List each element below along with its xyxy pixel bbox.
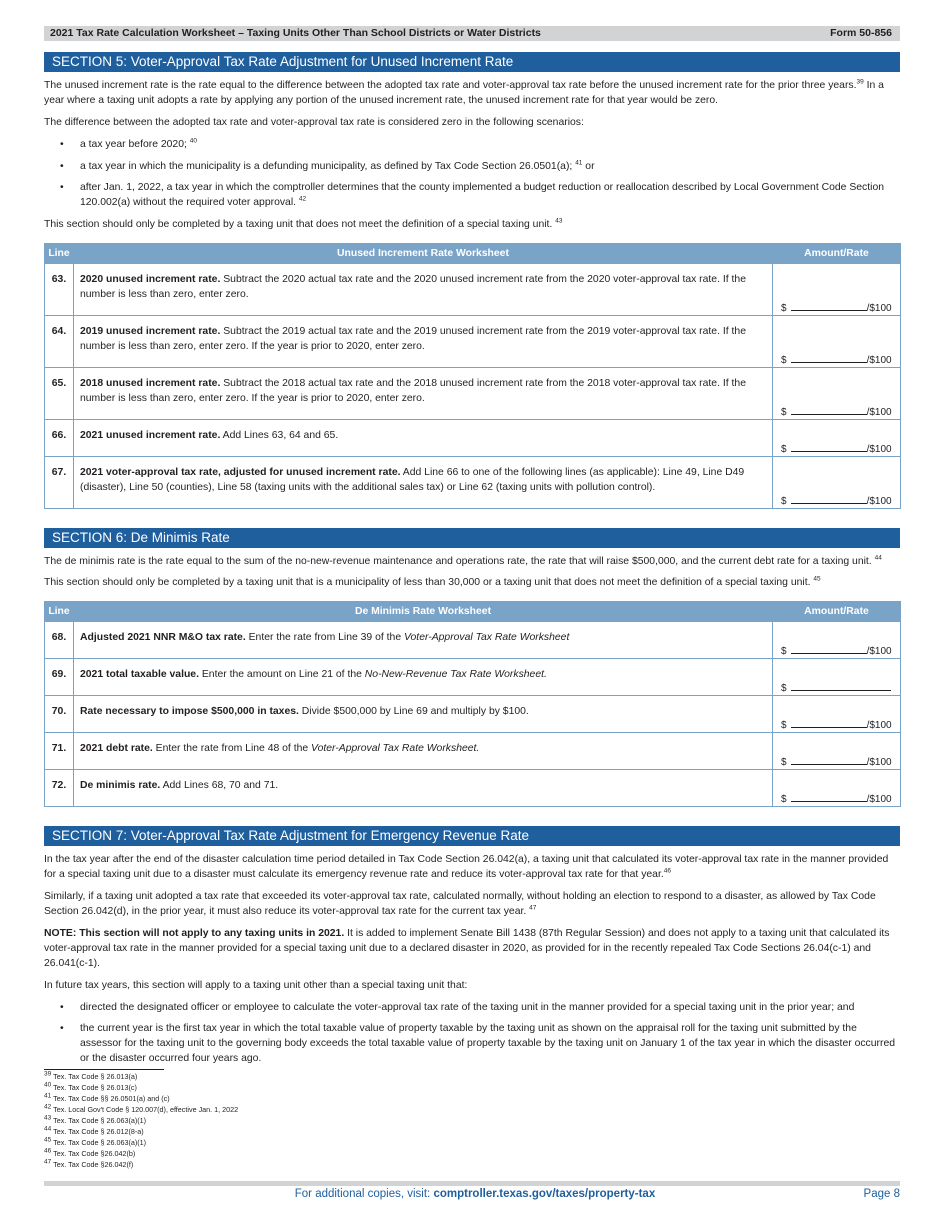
unused-increment-worksheet (44, 243, 901, 509)
line-number: 70. (45, 696, 74, 733)
amount-field[interactable]: $ /$100 (773, 696, 901, 733)
table-row (45, 316, 901, 368)
condition-bullet: the current year is the first tax year in which the total taxable value of property taxable by the taxing unit as shown on the appraisal roll for the taxing unit submitted by the assessor for the taxing unit to the governing body exceeds the total taxable value of property taxable by the taxing unit on January 1 of the tax year in which the disaster occurred or the disaster occurred four years ago. (80, 1023, 895, 1064)
footnote: $^{45}$ Tex. Tax Code § 26.063(a)(1) (44, 1136, 147, 1147)
line-description: 2021 voter-approval tax rate, adjusted for unused increment rate. Add Line 66 to one of the following lines (as applicable): Line 49, Line D49 (disaster), Line 50 (counties), Line 58 (taxing units with the additional sales tax) or Line 62 (taxing units with pollution control). (74, 457, 773, 509)
section-5-scenarios-intro: The difference between the adopted tax rate and voter-approval tax rate is considered zero in the following scenarios: (44, 117, 584, 128)
footnote-rule (44, 1069, 164, 1070)
bullet-icon: • (60, 182, 64, 193)
table-row (45, 264, 901, 316)
column-header-line: Line (45, 602, 74, 622)
footer-link[interactable]: comptroller.texas.gov/taxes/property-tax (433, 1188, 656, 1200)
line-description: 2020 unused increment rate. Subtract the 2020 actual tax rate and the 2020 unused increment rate from the 2020 voter-approval tax rate. If the number is less than zero, enter zero. (74, 264, 773, 316)
scenario-bullet: after Jan. 1, 2022, a tax year in which the comptroller determines that the county implemented a budget reduction or reallocation described by Local Government Code Section 120.002(a) without the required voter approval. $^{42}$ (80, 182, 884, 208)
de-minimis-worksheet (44, 601, 901, 807)
amount-field[interactable]: $ /$100 (773, 622, 901, 659)
line-description: 2021 debt rate. Enter the rate from Line 48 of the Voter-Approval Tax Rate Worksheet. (74, 733, 773, 770)
table-row (45, 696, 901, 733)
footnote: $^{39}$ Tex. Tax Code § 26.013(a) (44, 1070, 138, 1081)
column-header-worksheet: Unused Increment Rate Worksheet (74, 244, 773, 264)
table-row (45, 368, 901, 420)
footnote: $^{44}$ Tex. Tax Code § 26.012(8-a) (44, 1125, 144, 1136)
scenario-bullet: a tax year before 2020; $^{40}$ (80, 137, 197, 150)
table-row (45, 457, 901, 509)
amount-field[interactable]: $ /$100 (773, 264, 901, 316)
line-number: 66. (45, 420, 74, 457)
footnote: $^{46}$ Tex. Tax Code §26.042(b) (44, 1147, 136, 1158)
column-header-worksheet: De Minimis Rate Worksheet (74, 602, 773, 622)
section-5-eligibility: This section should only be completed by a taxing unit that does not meet the definition of a special taxing unit. $^{43}$ (44, 217, 563, 230)
line-description: Rate necessary to impose $500,000 in taxes. Divide $500,000 by Line 69 and multiply by $100. (74, 696, 773, 733)
amount-field[interactable]: $ /$100 (773, 770, 901, 807)
footer-bar (44, 1181, 900, 1186)
condition-bullet: directed the designated officer or employee to calculate the voter-approval tax rate of the taxing unit in the manner provided for a special taxing unit in the prior year; and (80, 1002, 855, 1013)
amount-field[interactable]: $ (773, 659, 901, 696)
footnote: $^{41}$ Tex. Tax Code §§ 26.0501(a) and (c) (44, 1092, 170, 1103)
line-number: 71. (45, 733, 74, 770)
line-number: 68. (45, 622, 74, 659)
line-description: 2021 unused increment rate. Add Lines 63, 64 and 65. (74, 420, 773, 457)
section-5-intro: The unused increment rate is the rate equal to the difference between the adopted tax rate and voter-approval tax rate before the unused increment rate for the prior three years.$^{39}$ In a year where a taxing unit adopts a rate by applying any portion of the unused increment rate, the unused increment rate for that year would be zero. (44, 78, 884, 106)
scenario-bullet: a tax year in which the municipality is a defunding municipality, as defined by Tax Code Section 26.0501(a); $^{41}$ or (80, 159, 595, 172)
amount-field[interactable]: $ /$100 (773, 457, 901, 509)
table-row (45, 420, 901, 457)
table-row (45, 770, 901, 807)
section-7-heading: SECTION 7: Voter-Approval Tax Rate Adjustment for Emergency Revenue Rate (44, 826, 900, 846)
line-description: 2018 unused increment rate. Subtract the 2018 actual tax rate and the 2018 unused increment rate from the 2018 voter-approval tax rate. If the number is less than zero, enter zero. If the year is prior to 2020, enter zero. (74, 368, 773, 420)
line-description: Adjusted 2021 NNR M&O tax rate. Enter the rate from Line 39 of the Voter-Approval Tax Rate Worksheet (74, 622, 773, 659)
amount-field[interactable]: $ /$100 (773, 368, 901, 420)
column-header-amount: Amount/Rate (773, 602, 901, 622)
bullet-icon: • (60, 139, 64, 150)
line-description: 2021 total taxable value. Enter the amount on Line 21 of the No-New-Revenue Tax Rate Worksheet. (74, 659, 773, 696)
amount-field[interactable]: $ /$100 (773, 420, 901, 457)
form-number: Form 50-856 (830, 27, 892, 39)
line-number: 63. (45, 264, 74, 316)
section-7-intro: In the tax year after the end of the disaster calculation time period detailed in Tax Code Section 26.042(a), a taxing unit that calculated its voter-approval tax rate in the manner provided for a special taxing unit due to a disaster must calculate its emergency revenue rate and reduce its voter-approval tax rate for that year.$^{46}$ (44, 854, 889, 880)
column-header-line: Line (45, 244, 74, 264)
section-6-heading: SECTION 6: De Minimis Rate (44, 528, 900, 548)
footnote: $^{40}$ Tex. Tax Code § 26.013(c) (44, 1081, 137, 1092)
section-6-eligibility: This section should only be completed by a taxing unit that is a municipality of less than 30,000 or a taxing unit that does not meet the definition of a special taxing unit. $^{45}$ (44, 575, 821, 588)
section-7-note: NOTE: This section will not apply to any taxing units in 2021. It is added to implement Senate Bill 1438 (87th Regular Session) and does not apply to a taxing unit that calculated its voter-approval tax rate in the manner provided for a special taxing unit due to a declared disaster in 2020, as provided for in the recently repealed Tax Code Sections 26.04(c-1) and 26.041(c-1). (44, 928, 890, 969)
footnote: $^{42}$ Tex. Local Gov't Code § 120.007(d), effective Jan. 1, 2022 (44, 1103, 239, 1114)
section-5-heading: SECTION 5: Voter-Approval Tax Rate Adjustment for Unused Increment Rate (44, 52, 900, 72)
section-6-intro: The de minimis rate is the rate equal to the sum of the no-new-revenue maintenance and operations rate, the rate that will raise $500,000, and the current debt rate for a taxing unit. $^{44}$ (44, 554, 882, 567)
table-row (45, 733, 901, 770)
footnote: $^{43}$ Tex. Tax Code § 26.063(a)(1) (44, 1114, 147, 1125)
section-7-future: In future tax years, this section will apply to a taxing unit other than a special taxing unit that: (44, 980, 468, 991)
table-row (45, 622, 901, 659)
line-description: De minimis rate. Add Lines 68, 70 and 71. (74, 770, 773, 807)
line-number: 64. (45, 316, 74, 368)
amount-field[interactable]: $ /$100 (773, 316, 901, 368)
bullet-icon: • (60, 161, 64, 172)
form-title: 2021 Tax Rate Calculation Worksheet – Taxing Units Other Than School Districts or Water Districts (50, 27, 541, 39)
line-description: 2019 unused increment rate. Subtract the 2019 actual tax rate and the 2019 unused increment rate from the 2019 voter-approval tax rate. If the number is less than zero, enter zero. If the year is prior to 2020, enter zero. (74, 316, 773, 368)
bullet-icon: • (60, 1002, 64, 1013)
section-7-similarly: Similarly, if a taxing unit adopted a tax rate that exceeded its voter-approval tax rate, calculated normally, without holding an election to respond to a disaster, as allowed by Tax Code Section 26.042(d), in the prior year, it must also reduce its voter-approval tax rate for the current tax year. $^{47}$ (44, 891, 876, 917)
line-number: 65. (45, 368, 74, 420)
page-number: Page 8 (863, 1188, 900, 1200)
line-number: 69. (45, 659, 74, 696)
footnote: $^{47}$ Tex. Tax Code §26.042(f) (44, 1158, 134, 1169)
table-row (45, 659, 901, 696)
header-bar (44, 26, 900, 41)
line-number: 67. (45, 457, 74, 509)
column-header-amount: Amount/Rate (773, 244, 901, 264)
line-number: 72. (45, 770, 74, 807)
bullet-icon: • (60, 1023, 64, 1034)
footer-text: For additional copies, visit: comptroller.texas.gov/taxes/property-tax (294, 1188, 656, 1200)
amount-field[interactable]: $ /$100 (773, 733, 901, 770)
